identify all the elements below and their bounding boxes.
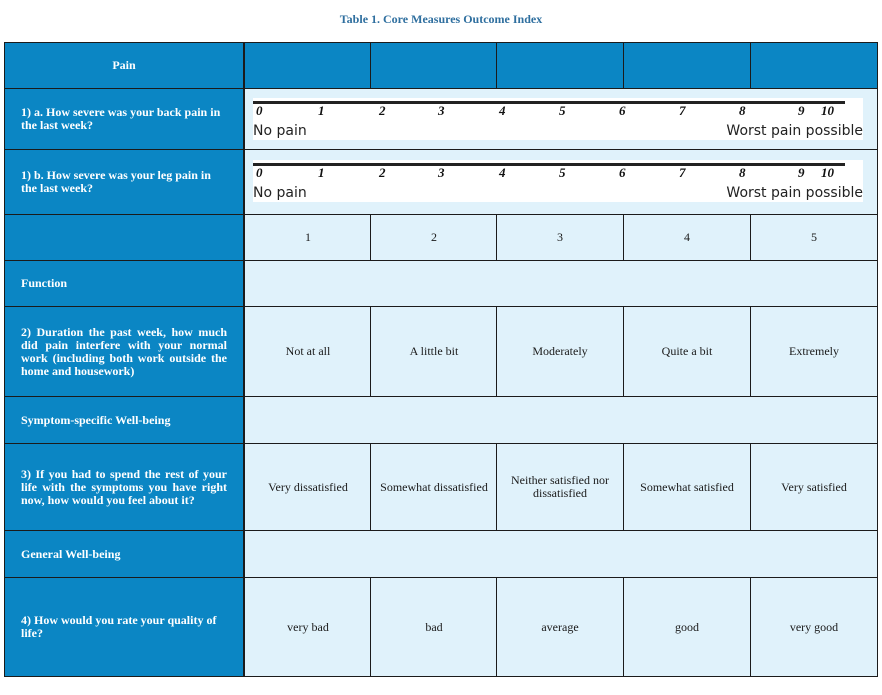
q4-option-cell[interactable]: good	[623, 577, 751, 677]
back-pain-scale	[253, 98, 863, 140]
pain-header-col-3	[496, 42, 624, 89]
leg-pain-scale-cell	[244, 149, 878, 215]
q4-option-cell[interactable]: average	[496, 577, 624, 677]
scale-number: 6	[619, 165, 626, 180]
score-cell[interactable]: 3	[496, 214, 624, 261]
question-2: 2) Duration the past week, how much did pain interfere with your normal work (including both work outside the home and housework)	[4, 306, 244, 397]
score-cell[interactable]: 2	[370, 214, 498, 261]
section-pain: Pain	[4, 42, 244, 89]
scale-number: 8	[739, 103, 746, 118]
section-symptom-spacer	[244, 396, 878, 444]
back-pain-scale-cell	[244, 88, 878, 150]
q2-option-cell[interactable]: Moderately	[496, 306, 624, 397]
scale-number: 4	[499, 103, 506, 118]
q4-option-cell[interactable]: very bad	[244, 577, 372, 677]
scale-number: 9	[798, 165, 805, 180]
pain-header-col-1	[244, 42, 372, 89]
scale-number: 0	[256, 165, 263, 180]
score-row-label	[4, 214, 244, 261]
question-1b: 1) b. How severe was your leg pain in the last week?	[4, 149, 244, 215]
scale-number: 2	[379, 165, 386, 180]
scale-high-label: Worst pain possible	[726, 123, 863, 139]
scale-number: 7	[679, 165, 686, 180]
scale-number: 5	[559, 103, 566, 118]
score-cell[interactable]: 5	[750, 214, 878, 261]
question-1a: 1) a. How severe was your back pain in the last week?	[4, 88, 244, 150]
scale-number: 7	[679, 103, 686, 118]
section-function-spacer	[244, 260, 878, 307]
scale-number: 8	[739, 165, 746, 180]
scale-number: 5	[559, 165, 566, 180]
scale-number: 10	[821, 103, 834, 118]
q3-option-cell[interactable]: Very satisfied	[750, 443, 878, 531]
scale-number: 4	[499, 165, 506, 180]
scale-number: 6	[619, 103, 626, 118]
scale-low-label: No pain	[253, 185, 307, 201]
table-title: Table 1. Core Measures Outcome Index	[339, 12, 543, 26]
q4-option-cell[interactable]: bad	[370, 577, 498, 677]
leg-pain-scale	[253, 160, 863, 202]
pain-header-col-4	[623, 42, 751, 89]
scale-number: 2	[379, 103, 386, 118]
scale-number: 1	[318, 165, 325, 180]
q3-option-cell[interactable]: Neither satisfied nor dissatisfied	[496, 443, 624, 531]
pain-header-col-2	[370, 42, 498, 89]
q2-option-cell[interactable]: A little bit	[370, 306, 498, 397]
section-general-wellbeing: General Well-being	[4, 530, 244, 578]
section-function: Function	[4, 260, 244, 307]
q3-option-cell[interactable]: Somewhat satisfied	[623, 443, 751, 531]
scale-number: 1	[318, 103, 325, 118]
q3-option-cell[interactable]: Very dissatisfied	[244, 443, 372, 531]
scale-number: 9	[798, 103, 805, 118]
scale-low-label: No pain	[253, 123, 307, 139]
scale-number: 0	[256, 103, 263, 118]
scale-number: 3	[438, 103, 445, 118]
q2-option-cell[interactable]: Not at all	[244, 306, 372, 397]
scale-line	[253, 163, 845, 166]
pain-header-col-5	[750, 42, 878, 89]
q2-option-cell[interactable]: Quite a bit	[623, 306, 751, 397]
score-cell[interactable]: 1	[244, 214, 372, 261]
q4-option-cell[interactable]: very good	[750, 577, 878, 677]
scale-number: 10	[821, 165, 834, 180]
q2-option-cell[interactable]: Extremely	[750, 306, 878, 397]
scale-high-label: Worst pain possible	[726, 185, 863, 201]
section-symptom-wellbeing: Symptom-specific Well-being	[4, 396, 244, 444]
score-cell[interactable]: 4	[623, 214, 751, 261]
question-4: 4) How would you rate your quality of life?	[4, 577, 244, 677]
q3-option-cell[interactable]: Somewhat dissatisfied	[370, 443, 498, 531]
scale-number: 3	[438, 165, 445, 180]
section-general-spacer	[244, 530, 878, 578]
question-3: 3) If you had to spend the rest of your life with the symptoms you have right now, how would you feel about it?	[4, 443, 244, 531]
scale-line	[253, 101, 845, 104]
